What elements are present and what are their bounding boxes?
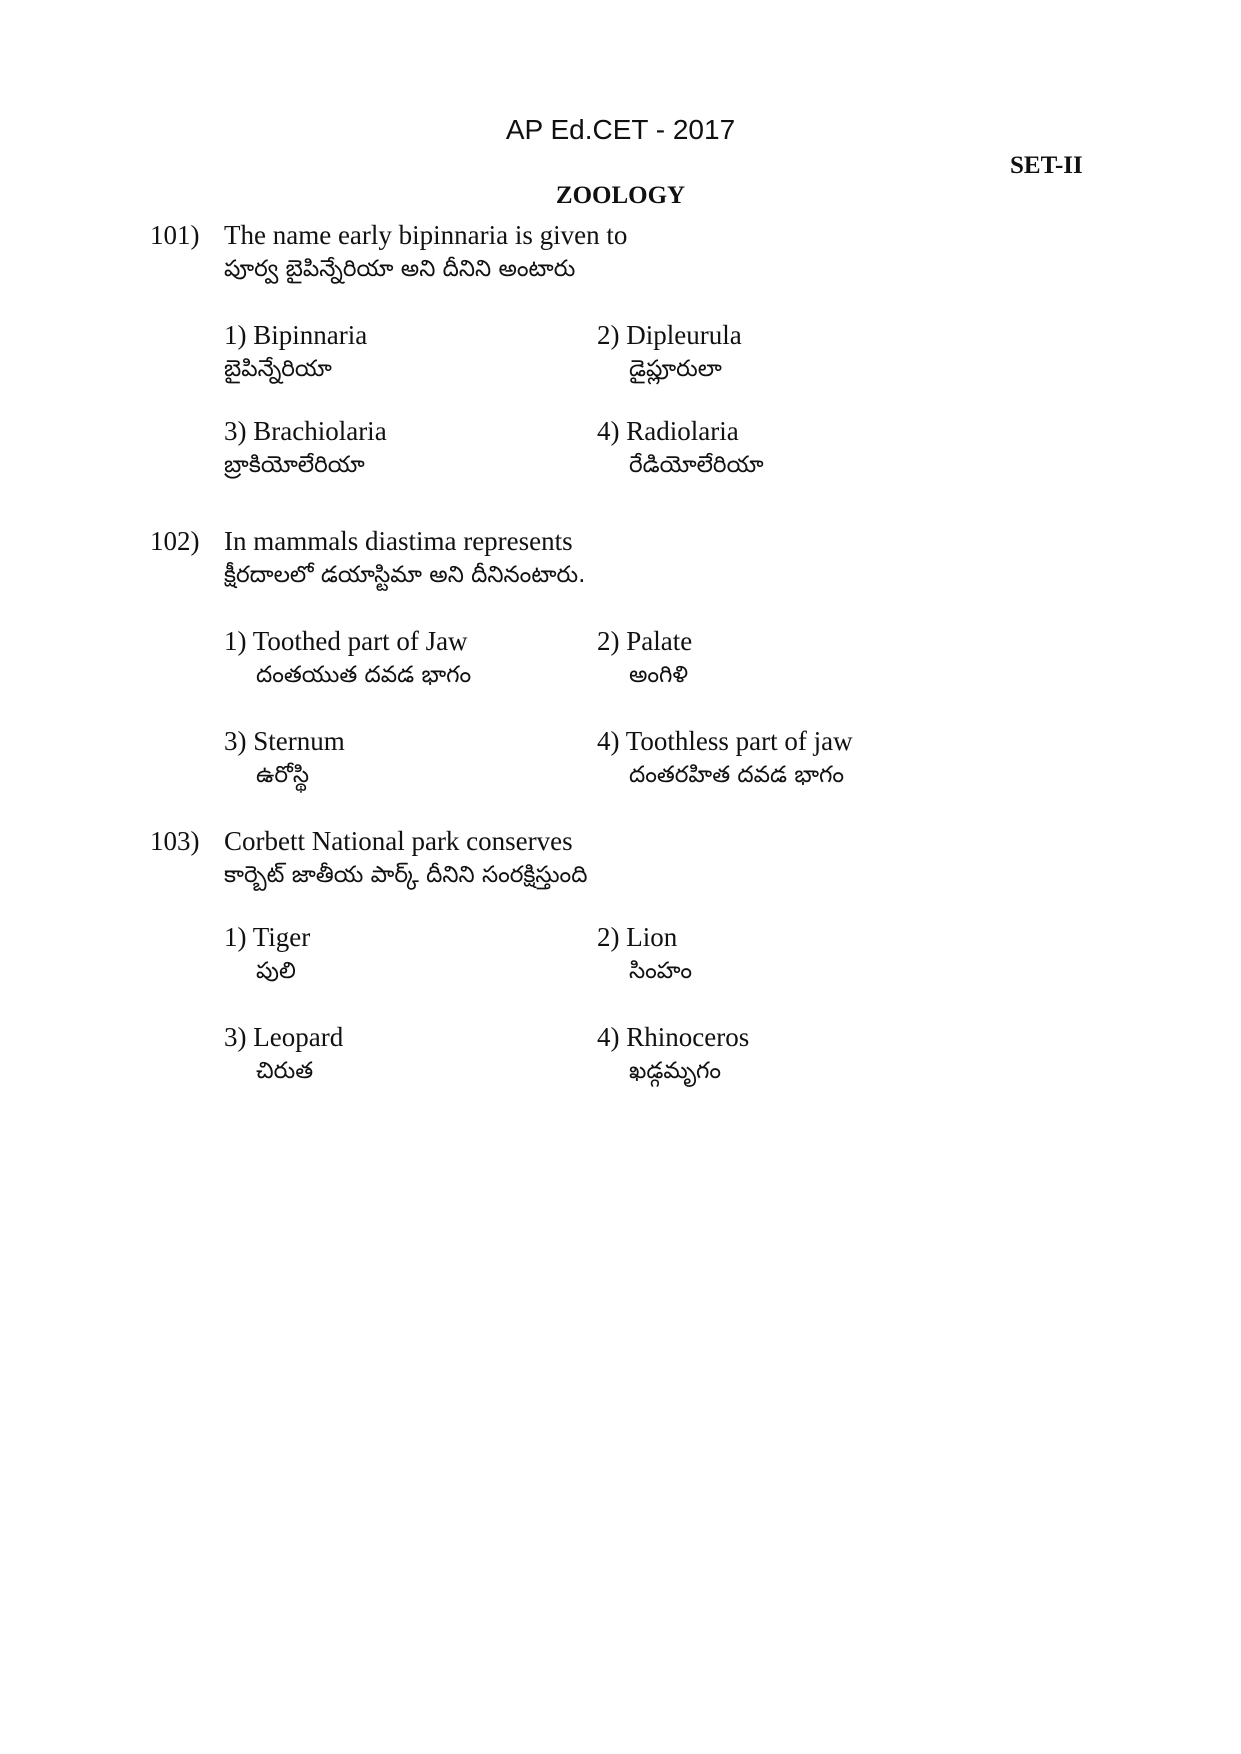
option-text-en: 2) Lion	[597, 922, 678, 952]
option-text-te: డైప్లూరులా	[629, 356, 722, 382]
option-text-en: 1) Toothed part of Jaw	[224, 626, 468, 656]
option-2	[597, 318, 957, 386]
option-text-en: 3) Sternum	[224, 726, 345, 756]
question-number: 102)	[150, 526, 200, 556]
option-2	[597, 920, 957, 988]
option-3	[224, 414, 584, 482]
question-text-en: Corbett National park conserves	[224, 826, 573, 856]
option-text-te: పులి	[256, 958, 296, 984]
option-text-en: 4) Toothless part of jaw	[597, 726, 853, 756]
question-text-te: క్షీరదాలలో డయాస్టిమా అని దీనినంటారు.	[224, 562, 586, 588]
option-2	[597, 624, 957, 692]
option-text-te: దంతయుత దవడ భాగం	[256, 662, 472, 688]
option-text-te: రేడియోలేరియా	[629, 452, 764, 478]
question-number: 103)	[150, 826, 200, 856]
option-1	[224, 920, 584, 988]
question-text-en: In mammals diastima represents	[224, 526, 573, 556]
option-text-te: చిరుత	[256, 1058, 314, 1084]
option-text-en: 1) Tiger	[224, 922, 311, 952]
option-1	[224, 318, 584, 386]
option-text-en: 2) Palate	[597, 626, 693, 656]
option-3	[224, 1020, 584, 1088]
exam-title: AP Ed.CET - 2017	[505, 114, 736, 145]
question-text-te: పూర్వ బైపిన్నేరియా అని దీనిని అంటారు	[224, 256, 576, 282]
option-text-te: ఖడ్గమృగం	[629, 1058, 722, 1084]
option-text-te: సింహం	[629, 958, 692, 984]
option-text-en: 1) Bipinnaria	[224, 320, 368, 350]
question-text-te: కార్బెట్ జాతీయ పార్క్ దీనిని సంరక్షిస్తుంది	[224, 862, 588, 888]
option-text-en: 3) Leopard	[224, 1022, 344, 1052]
option-4	[597, 724, 957, 792]
option-3	[224, 724, 584, 792]
option-text-en: 4) Radiolaria	[597, 416, 739, 446]
option-text-en: 2) Dipleurula	[597, 320, 742, 350]
subject-heading: ZOOLOGY	[555, 182, 686, 209]
option-text-te: దంతరహిత దవడ భాగం	[629, 762, 845, 788]
option-4	[597, 414, 957, 482]
option-text-te: బ్రాకియోలేరియా	[224, 452, 365, 478]
question-number: 101)	[150, 220, 200, 250]
question-text-en: The name early bipinnaria is given to	[224, 220, 628, 250]
option-4	[597, 1020, 957, 1088]
option-1	[224, 624, 584, 692]
set-label: SET-II	[1010, 152, 1083, 179]
option-text-te: అంగిళి	[629, 662, 688, 688]
option-text-en: 4) Rhinoceros	[597, 1022, 750, 1052]
option-text-te: బైపిన్నేరియా	[224, 356, 332, 382]
option-text-en: 3) Brachiolaria	[224, 416, 387, 446]
option-text-te: ఉరోస్థి	[256, 762, 309, 788]
